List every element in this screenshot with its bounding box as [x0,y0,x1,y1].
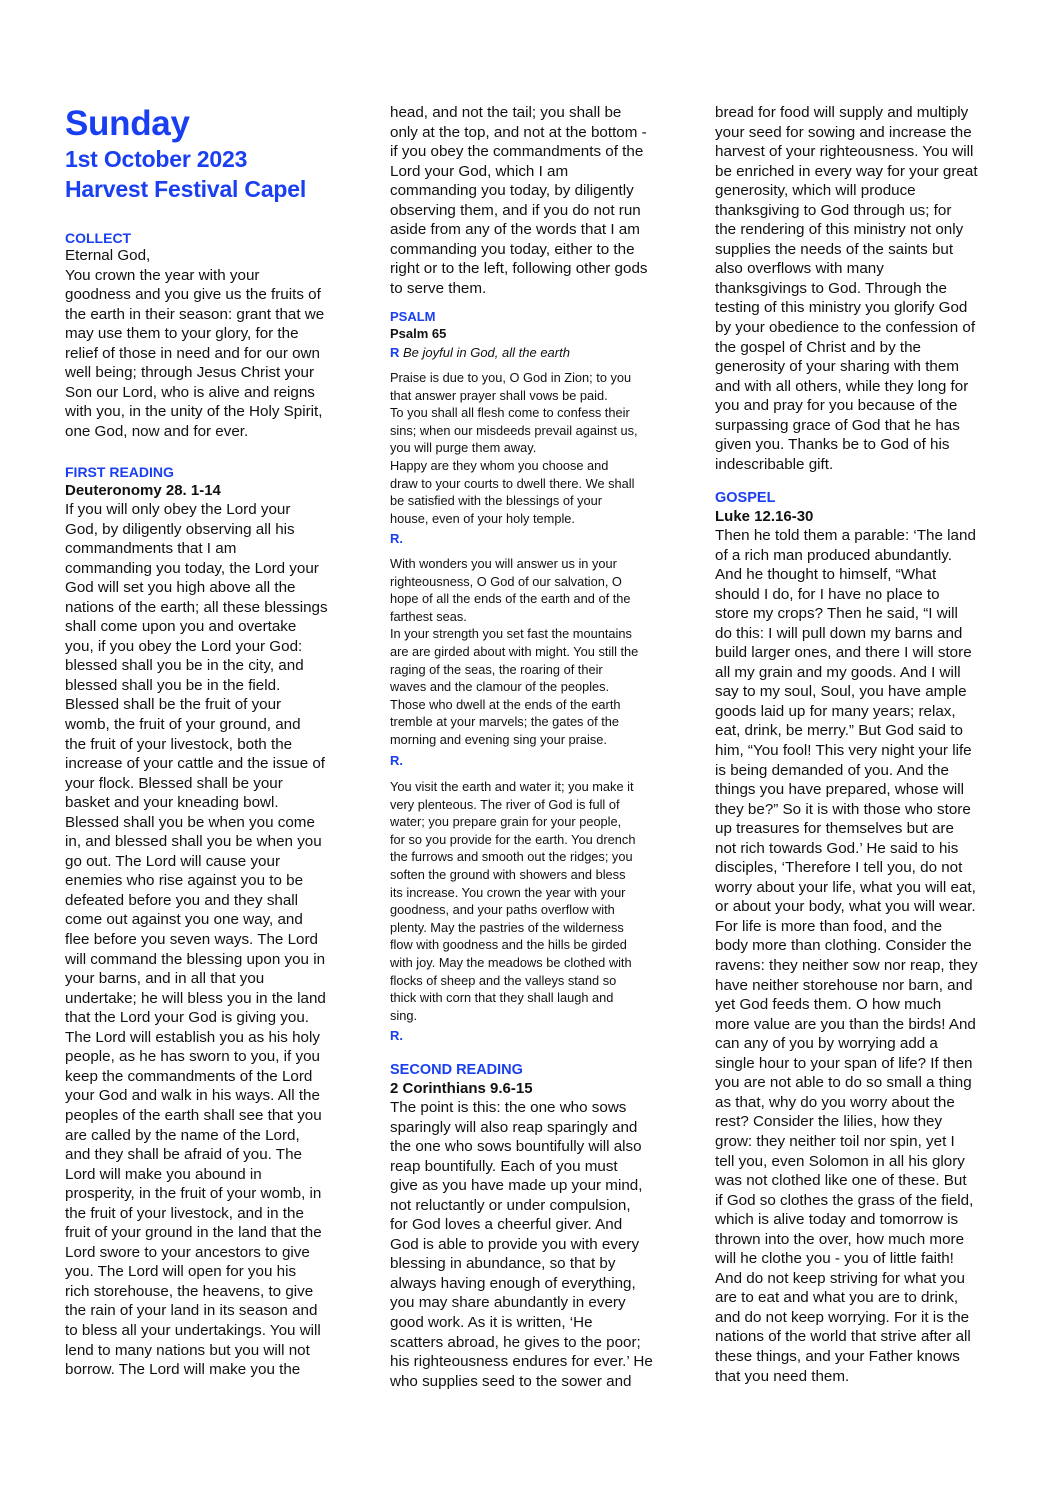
text-line: commanding you today, the Lord your [65,559,319,577]
text-line: you, if you obey the Lord your God: [65,637,303,655]
text-line: will he clothe you - you of little faith! [715,1250,954,1268]
text-line: that answer prayer shall vows be paid. [390,387,608,403]
text-line: you and pray for you because of the [715,397,958,415]
text-line: Blessed shall you be when you come [65,813,315,831]
text-line: that the Lord your God is giving you. [65,1009,309,1027]
text-line: shall come upon you and overtake [65,618,297,636]
text-line: God is able to provide you with every [390,1235,640,1253]
text-line: tremble at your marvels; the gates of the [390,714,620,730]
text-line: God will set you high above all the [65,579,296,597]
text-line: harvest of your righteousness. You will [715,143,974,161]
text-line: you will purge them away. [390,440,537,456]
text-line: come out against you one way, and [65,911,303,929]
text-line: lend to many nations but you will not [65,1341,310,1359]
text-line: only at the top, and not at the bottom - [390,123,647,141]
section-heading-collect: COLLECT [65,230,132,246]
text-line: goodness and you give us the fruits of [65,286,321,304]
text-line: borrow. The Lord will make you the [65,1361,301,1379]
text-line: If you will only obey the Lord your [65,501,291,518]
text-line: body more than clothing. Consider the [715,937,972,955]
text-line: relief of those in need and for our own [65,344,320,362]
section-heading-first-reading: FIRST READING [65,464,174,480]
text-line: blessing in abundance, so that by [390,1255,616,1273]
text-line: you are not able to do so small a thing [715,1074,972,1092]
text-line: And do not keep striving for what you [715,1269,965,1287]
text-line: the fruit of your livestock, and in the [65,1204,304,1222]
text-line: house, even of your holy temple. [390,510,575,526]
text-line: Lord swore to your ancestors to give [65,1243,310,1261]
text-line: you. The Lord will open for you his [65,1263,297,1281]
text-line: the gospel of Christ and by the [715,338,922,356]
text-line: build larger ones, and there I will store [715,644,972,662]
text-line: Blessed shall be the fruit of your [65,696,282,714]
text-line: of a rich man produced abundantly. [715,546,952,564]
text-line: hope of all the ends of the earth and of the [390,591,631,607]
text-line: and they shall be afraid of you. The [65,1146,302,1164]
second-reading-reference: 2 Corinthians 9.6-15 [390,1080,533,1097]
psalm-reference: Psalm 65 [390,326,447,341]
text-line: you may share abundantly in every [390,1294,626,1312]
text-line: morning and evening sing your praise. [390,731,607,747]
text-line: the earth in their season: grant that we [65,305,325,323]
text-line: by your obedience to the confession of [715,319,976,337]
text-line: rich storehouse, the heavens, to give [65,1282,314,1300]
text-line: scatters abroad, he gives to the poor; [390,1333,641,1351]
text-line: as that, why do you worry about the [715,1093,955,1111]
text-line: Lord your God, which I am [390,162,569,180]
text-line: supplies the needs of the saints but [715,240,954,258]
text-line: say to my soul, Soul, you have ample [715,683,967,701]
text-line: ravens: they neither sow nor reap, they [715,957,978,975]
text-line: be satisfied with the blessings of your [390,493,602,509]
text-line: be enriched in every way for your great [715,162,978,180]
text-line: Those who dwell at the ends of the earth [390,696,621,712]
text-line: To you shall all flesh come to confess their [390,405,630,421]
text-line: testing of this ministry you glorify God [715,299,968,317]
gospel-reference: Luke 12.16-30 [715,508,814,525]
text-line: is being demanded of you. And the [715,761,949,779]
text-line: flow with goodness and the hills be girded [390,937,627,953]
text-line: if you obey the commandments of the [390,143,644,161]
text-line: generosity, which will produce [715,182,916,200]
text-line: Eternal God, [65,247,151,264]
section-heading-second-reading: SECOND READING [390,1062,523,1078]
text-line: waves and the clamour of the peoples. [390,679,610,695]
text-line: the fruit of your livestock, both the [65,735,293,753]
text-line: eat, drink, be merry.” But God said to [715,722,963,740]
text-line: basket and your kneading bowl. [65,794,279,812]
text-line: goodness, and your paths overflow with [390,902,615,918]
text-line: undertake; he will bless you in the land [65,989,326,1007]
text-line: and with all others, while they long for [715,377,969,395]
text-line: the one who sows bountifully will also [390,1138,642,1156]
text-line: sing. [390,1007,418,1023]
text-line: blessed shall you be in the field. [65,676,281,694]
text-line: Son our Lord, who is alive and reigns [65,383,315,401]
text-line: prosperity, in the fruit of your womb, in [65,1185,322,1203]
text-line: sparingly will also reap sparingly and [390,1118,638,1136]
text-line: womb, the fruit of your ground, and [65,716,301,734]
text-line: all my grain and my goods. And I will [715,663,961,681]
text-line: flee before you seven ways. The Lord [65,931,318,949]
text-line: up treasures for themselves but are [715,820,954,838]
text-line: aside from any of the words that I am [390,221,640,239]
text-line: which is alive today and tomorrow is [715,1211,959,1229]
text-line: always having enough of everything, [390,1274,636,1292]
section-heading-psalm: PSALM [390,309,436,324]
text-line: draw to your courts to dwell there. We shall [390,475,635,491]
text-line: are to eat and what you are to drink, [715,1289,959,1307]
text-line: nations of the world that strive after all [715,1328,971,1346]
text-line: thrown into the over, how much more [715,1230,965,1248]
psalm-stanza-2 [390,555,638,749]
text-line: are are girded about with might. You still the [390,643,639,659]
psalm-response-1: R. [390,531,403,546]
section-heading-gospel: GOSPEL [715,490,776,506]
second-reading-text [390,1098,653,1391]
psalm-refrain [390,344,570,361]
text-line: or about your body, what you will wear. [715,898,976,916]
text-line: the rendering of this ministry not only [715,221,964,239]
text-line: for God loves a cheerful giver. And [390,1216,623,1234]
text-line: single hour to your span of life? If then [715,1054,973,1072]
text-line: him, “You fool! This very night your life [715,742,972,760]
text-line: should I do, for I have no place to [715,585,940,603]
psalm-stanza-1 [390,369,638,527]
text-line: people, as he has sworn to you, if you [65,1048,320,1066]
text-line: water; you prepare grain for your people, [390,814,622,830]
text-line: not reluctantly or under compulsion, [390,1196,631,1214]
text-line: your barns, and in all that you [65,970,265,988]
first-reading-text [65,500,328,1380]
text-line: head, and not the tail; you shall be [390,104,622,121]
text-line: your seed for sowing and increase the [715,123,972,141]
text-line: keep the commandments of the Lord [65,1067,313,1085]
text-line: Then he told them a parable: ‘The land [715,527,976,544]
text-line: disciples, ‘Therefore I tell you, do not [715,859,963,877]
text-line: in, and blessed shall you be when you [65,833,322,851]
psalm-response-2: R. [390,753,403,768]
text-line: store my crops? Then he said, “I will [715,605,958,623]
text-line: to bless all your undertakings. You will [65,1321,321,1339]
text-line: the rain of your land in its season and [65,1302,318,1320]
text-line: surpassing grace of God that he has [715,416,960,434]
text-line: thanksgivings to God. Through the [715,279,947,297]
text-line: yet God feeds them. O how much [715,996,942,1014]
text-line: will command the blessing upon you in [65,950,326,968]
text-line: very plenteous. The river of God is full of [390,796,620,812]
text-line: bread for food will supply and multiply [715,104,969,121]
text-line: well being; through Jesus Christ your [65,364,315,382]
text-line: give as you have made up your mind, [390,1177,643,1195]
text-line: In your strength you set fast the mountains [390,626,632,642]
text-line: For life is more than food, and the [715,917,943,935]
page-title-date: 1st October 2023 [65,146,248,172]
psalm-stanza-3 [390,778,635,1024]
page-title-day: Sunday [65,104,190,143]
text-line: things you have prepared, whose will [715,781,965,799]
text-line: With wonders you will answer us in your [390,556,617,571]
text-line: fruit of your ground in the land that the [65,1224,322,1242]
text-line: indescribable gift. [715,455,834,473]
text-line: enemies who rise against you to be [65,872,304,890]
text-line: Lord will make you abound in [65,1165,262,1183]
text-line: your God and walk in his ways. All the [65,1087,320,1105]
text-line: tell you, even Solomon in all his glory [715,1152,965,1170]
text-line: have neither storehouse nor barn, and [715,976,973,994]
text-line: flocks of sheep and the valleys stand so [390,972,617,988]
text-line: can any of you by worrying add a [715,1035,938,1053]
text-line: plenty. May the pastries of the wilderness [390,919,624,935]
text-line: and do not keep worrying. For it is the [715,1308,970,1326]
first-reading-text-continued [390,103,648,298]
text-line: observing them, and if you do not run [390,201,641,219]
text-line: worry about your life, what you will eat, [715,878,976,896]
text-line: more value are you than the birds! And [715,1015,976,1033]
psalm-response-3: R. [390,1028,403,1043]
text-line: reap bountifully. Each of you must [390,1157,618,1175]
text-line: grow: they neither toil nor spin, yet I [715,1132,955,1150]
text-line: go out. The Lord will cause your [65,852,280,870]
text-line: may use them to your glory, for the [65,325,299,343]
text-line: The point is this: the one who sows [390,1099,627,1116]
text-line: its increase. You crown the year with your [390,884,626,900]
text-line: increase of your cattle and the issue of [65,755,326,773]
text-line: nations of the earth; all these blessings [65,598,328,616]
text-line: goods laid up for many years; relax, [715,702,956,720]
text-line: raging of the seas, the roaring of their [390,661,603,677]
text-line: to serve them. [390,279,487,297]
text-line: also overflows with many [715,260,884,278]
text-line: You crown the year with your [65,266,260,284]
text-line: generosity of your sharing with them [715,358,959,376]
text-line: thick with corn that they shall laugh and [390,990,614,1006]
text-line: God, by diligently observing all his [65,520,295,538]
text-line: commanding you today, either to the [390,240,635,258]
text-line: who supplies seed to the sower and [390,1372,632,1390]
text-line: with joy. May the meadows be clothed with [390,954,632,970]
text-line: Praise is due to you, O God in Zion; to you [390,370,632,385]
text-line: are called by the name of the Lord, [65,1126,300,1144]
text-line: if God so clothes the grass of the field, [715,1191,974,1209]
text-line: blessed shall you be in the city, and [65,657,304,675]
refrain-text: Be joyful in God, all the earth [403,345,570,360]
text-line: thanksgiving to God through us; for [715,201,952,219]
text-line: commandments that I am [65,540,237,558]
text-line: was not clothed like one of these. But [715,1172,967,1190]
text-line: with you, in the unity of the Holy Spirit, [65,403,323,421]
text-line: given you. Thanks be to God of his [715,436,950,454]
text-line: commanding you today, by diligently [390,182,634,200]
text-line: peoples of the earth shall see that you [65,1106,322,1124]
text-line: they be?” So it is with those who store [715,800,971,818]
text-line: not rich towards God.’ He said to his [715,839,959,857]
response-marker: R [390,345,400,360]
text-line: rest? Consider the lilies, how they [715,1113,943,1131]
text-line: his righteousness endures for ever.’ He [390,1353,653,1371]
text-line: Happy are they whom you choose and [390,457,609,473]
text-line: these things, and your Father knows [715,1347,960,1365]
text-line: that you need them. [715,1367,850,1385]
text-line: right or to the left, following other gods [390,260,648,278]
collect-text [65,246,324,441]
text-line: your flock. Blessed shall be your [65,774,283,792]
text-line: do this: I will pull down my barns and [715,624,963,642]
text-line: defeated before you and they shall [65,891,299,909]
text-line: farthest seas. [390,608,467,624]
text-line: the furrows and smooth out the ridges; you [390,849,633,865]
text-line: good work. As it is written, ‘He [390,1314,593,1332]
text-line: The Lord will establish you as his holy [65,1028,320,1046]
text-line: You visit the earth and water it; you make it [390,779,634,794]
gospel-text [715,526,978,1386]
text-line: for so you provide for the earth. You drench [390,831,636,847]
second-reading-text-continued [715,103,978,474]
text-line: righteousness, O God of our salvation, O [390,573,622,589]
page-title-occasion: Harvest Festival Capel [65,176,307,202]
text-line: one God, now and for ever. [65,422,249,440]
text-line: soften the ground with showers and bless [390,866,626,882]
first-reading-reference: Deuteronomy 28. 1-14 [65,482,221,499]
text-line: And he thought to himself, “What [715,566,937,584]
text-line: sins; when our misdeeds prevail against us, [390,422,638,438]
